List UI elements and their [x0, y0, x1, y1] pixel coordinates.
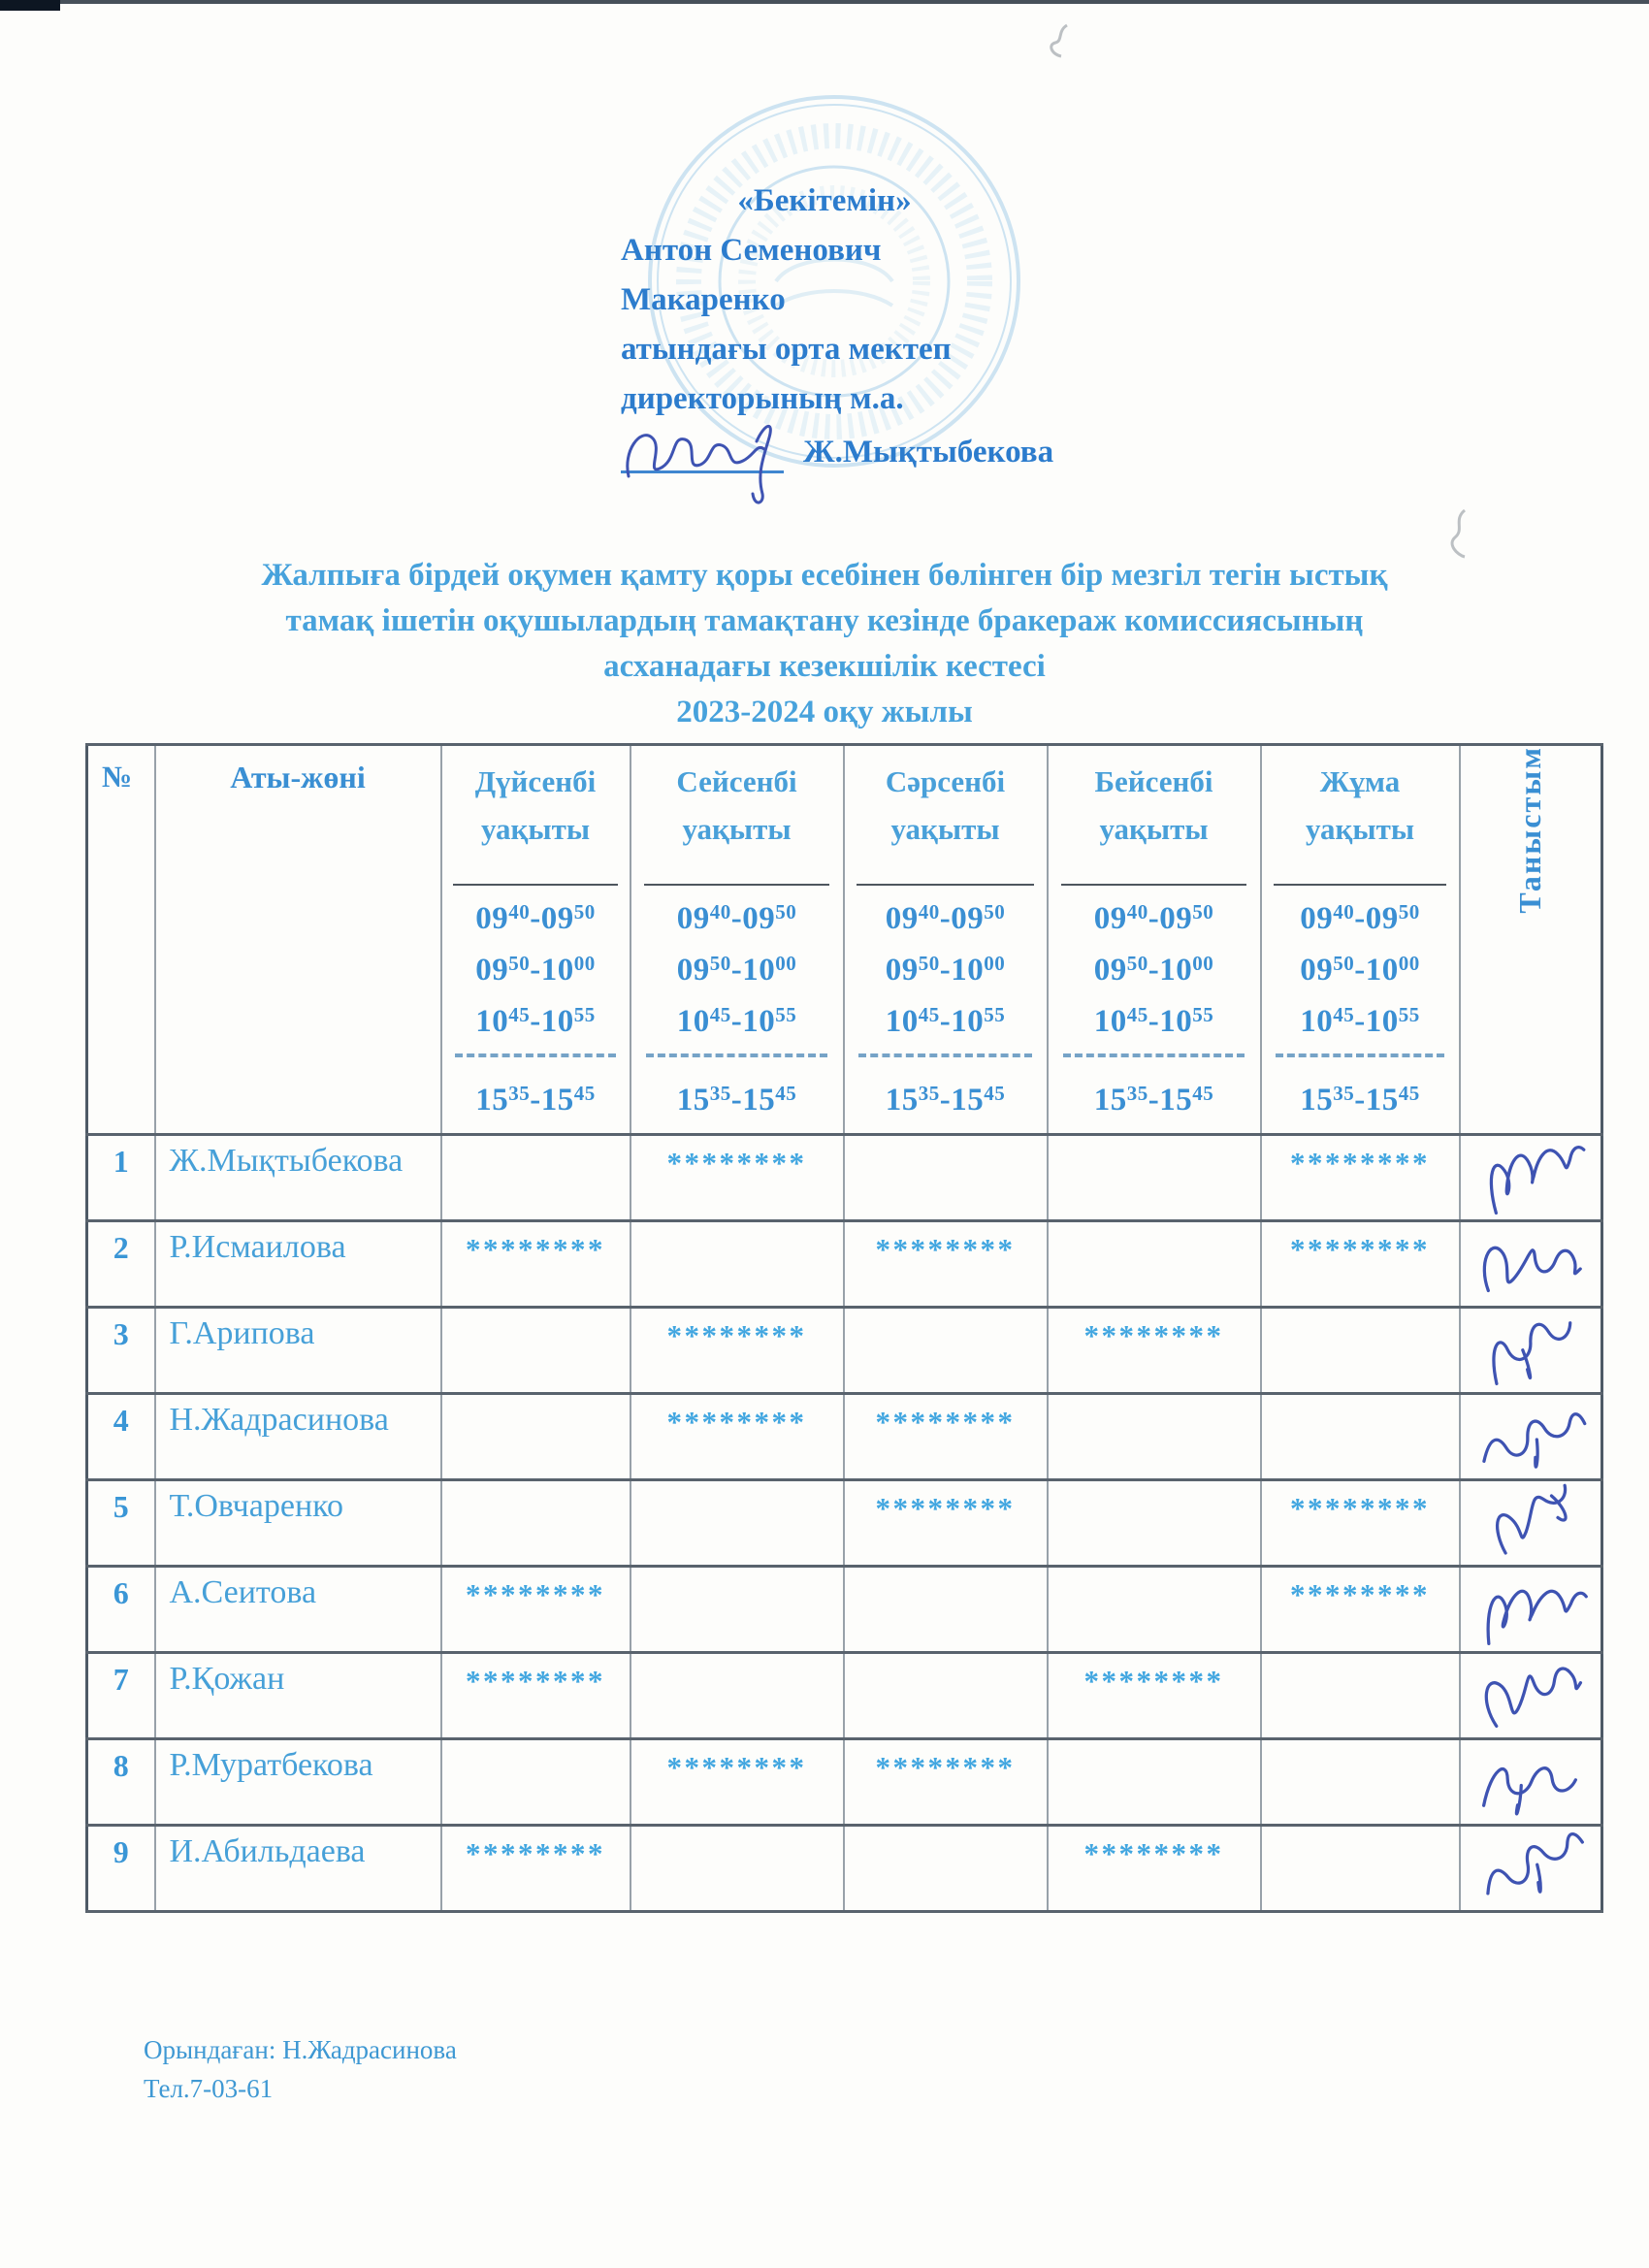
duty-mark-cell-day-3: [844, 1567, 1048, 1653]
duty-mark-cell-day-5: ********: [1261, 1480, 1460, 1567]
title-line-4: 2023-2024 оқу жылы: [676, 695, 973, 729]
document-footer: [144, 2030, 457, 2108]
signature-cell: [1460, 1739, 1602, 1826]
duty-mark-cell-day-2: ********: [630, 1308, 844, 1394]
duty-mark-cell-day-3: [844, 1135, 1048, 1221]
day-name-label: Сәрсенбі уақыты: [885, 764, 1006, 846]
time-slot-label: $10^{45}-10^{55}$: [475, 1003, 596, 1039]
school-name-line1: Антон Семенович Макаренко: [621, 233, 882, 317]
signature-cell: [1460, 1826, 1602, 1912]
teacher-name-cell: Т.Овчаренко: [155, 1480, 441, 1567]
time-slot-label: $10^{45}-10^{55}$: [676, 1003, 797, 1039]
table-row: [87, 1308, 1602, 1394]
row-number-cell: 5: [87, 1480, 155, 1567]
row-number-cell: 3: [87, 1308, 155, 1394]
duty-mark-cell-day-2: [630, 1826, 844, 1912]
duty-mark-cell-day-4: [1048, 1567, 1261, 1653]
duty-mark-cell-day-1: [441, 1480, 630, 1567]
time-slot-label: $09^{40}-09^{50}$: [1300, 900, 1420, 936]
table-row: [87, 1567, 1602, 1653]
duty-mark-cell-day-3: ********: [844, 1394, 1048, 1480]
table-row: [87, 1826, 1602, 1912]
duty-mark-cell-day-1: ********: [441, 1653, 630, 1739]
afternoon-time-slot-label: $15^{35}-15^{45}$: [475, 1082, 596, 1118]
title-line-3: асханадағы кезекшілік кестесі: [603, 649, 1046, 684]
duty-mark-cell-day-3: [844, 1653, 1048, 1739]
dashed-separator: [1276, 1053, 1445, 1057]
teacher-name-cell: И.Абильдаева: [155, 1826, 441, 1912]
day-name-label: Сейсенбі уақыты: [676, 764, 797, 846]
col-header-day-1: [441, 745, 630, 1135]
table-row: [87, 1221, 1602, 1308]
day-name-label: Бейсенбі уақыты: [1094, 764, 1213, 846]
day-name-label: Жұма уақыты: [1305, 764, 1415, 846]
duty-mark-cell-day-5: [1261, 1826, 1460, 1912]
col-header-name: Аты-жөні: [155, 745, 441, 1135]
executor-line: Орындаған: Н.Жадрасинова: [144, 2035, 457, 2064]
row-number-cell: 6: [87, 1567, 155, 1653]
title-line-1: Жалпыға бірдей оқумен қамту қоры есебінен бөлінген бір мезгіл тегін ыстық: [261, 558, 1388, 593]
teacher-name-cell: Р.Қожан: [155, 1653, 441, 1739]
time-slot-label: $09^{40}-09^{50}$: [885, 900, 1006, 936]
time-slot-label: $09^{50}-10^{00}$: [1300, 952, 1420, 988]
approval-word: «Бекітемін»: [737, 183, 912, 218]
col-header-day-3: [844, 745, 1048, 1135]
time-slot-label: $09^{40}-09^{50}$: [1093, 900, 1214, 936]
scan-speck-icon: [1038, 17, 1086, 66]
time-slot-label: $10^{45}-10^{55}$: [1300, 1003, 1420, 1039]
duty-mark-cell-day-5: [1261, 1653, 1460, 1739]
duty-mark-cell-day-2: [630, 1221, 844, 1308]
duty-mark-cell-day-1: [441, 1135, 630, 1221]
time-slot-label: $09^{40}-09^{50}$: [676, 900, 797, 936]
table-row: [87, 1739, 1602, 1826]
dashed-separator: [455, 1053, 616, 1057]
duty-mark-cell-day-3: ********: [844, 1480, 1048, 1567]
duty-mark-cell-day-5: ********: [1261, 1567, 1460, 1653]
duty-mark-cell-day-5: [1261, 1308, 1460, 1394]
duty-mark-cell-day-4: [1048, 1135, 1261, 1221]
teacher-name-cell: А.Сеитова: [155, 1567, 441, 1653]
duty-mark-cell-day-4: ********: [1048, 1653, 1261, 1739]
day-name-label: Дүйсенбі уақыты: [474, 764, 597, 846]
teacher-name-cell: Н.Жадрасинова: [155, 1394, 441, 1480]
duty-mark-cell-day-4: [1048, 1480, 1261, 1567]
director-title: директорының м.а.: [621, 381, 904, 416]
duty-mark-cell-day-1: ********: [441, 1567, 630, 1653]
row-number-cell: 1: [87, 1135, 155, 1221]
duty-mark-cell-day-4: ********: [1048, 1826, 1261, 1912]
duty-mark-cell-day-3: [844, 1308, 1048, 1394]
row-number-cell: 2: [87, 1221, 155, 1308]
afternoon-time-slot-label: $15^{35}-15^{45}$: [676, 1082, 797, 1118]
teacher-name-cell: Р.Исмаилова: [155, 1221, 441, 1308]
duty-mark-cell-day-1: [441, 1308, 630, 1394]
school-name-line2: атындағы орта мектеп: [621, 332, 952, 367]
duty-mark-cell-day-5: [1261, 1394, 1460, 1480]
approval-signature-line: [621, 428, 1054, 490]
col-header-day-5: [1261, 745, 1460, 1135]
table-row: [87, 1480, 1602, 1567]
row-number-cell: 9: [87, 1826, 155, 1912]
col-header-day-4: [1048, 745, 1261, 1135]
duty-mark-cell-day-2: ********: [630, 1394, 844, 1480]
table-row: [87, 1653, 1602, 1739]
time-slot-label: $10^{45}-10^{55}$: [1093, 1003, 1214, 1039]
schedule-table: [85, 743, 1603, 1913]
time-slot-label: $09^{40}-09^{50}$: [475, 900, 596, 936]
director-signature-ink: [611, 412, 815, 509]
time-slot-label: $10^{45}-10^{55}$: [885, 1003, 1006, 1039]
duty-mark-cell-day-2: ********: [630, 1135, 844, 1221]
approval-block: [621, 177, 1054, 490]
header-separator-line: [1274, 884, 1447, 886]
duty-mark-cell-day-4: [1048, 1221, 1261, 1308]
duty-mark-cell-day-1: [441, 1739, 630, 1826]
duty-mark-cell-day-2: [630, 1653, 844, 1739]
col-header-num: №: [87, 745, 155, 1135]
signature-cell: [1460, 1653, 1602, 1739]
time-slot-label: $09^{50}-10^{00}$: [1093, 952, 1214, 988]
time-slot-label: $09^{50}-10^{00}$: [885, 952, 1006, 988]
scan-artifact-bar: [0, 0, 60, 11]
duty-mark-cell-day-1: [441, 1394, 630, 1480]
afternoon-time-slot-label: $15^{35}-15^{45}$: [1093, 1082, 1214, 1118]
duty-mark-cell-day-3: ********: [844, 1221, 1048, 1308]
table-row: [87, 1394, 1602, 1480]
duty-mark-cell-day-5: ********: [1261, 1135, 1460, 1221]
duty-mark-cell-day-2: ********: [630, 1739, 844, 1826]
duty-mark-cell-day-1: ********: [441, 1221, 630, 1308]
duty-mark-cell-day-3: [844, 1826, 1048, 1912]
row-number-cell: 7: [87, 1653, 155, 1739]
duty-mark-cell-day-3: ********: [844, 1739, 1048, 1826]
header-separator-line: [857, 884, 1034, 886]
time-slot-label: $09^{50}-10^{00}$: [475, 952, 596, 988]
teacher-name-cell: Г.Арипова: [155, 1308, 441, 1394]
duty-mark-cell-day-4: [1048, 1394, 1261, 1480]
col-header-day-2: [630, 745, 844, 1135]
teacher-name-cell: Ж.Мықтыбекова: [155, 1135, 441, 1221]
col-header-acknowledged: [1460, 745, 1602, 1135]
dashed-separator: [646, 1053, 827, 1057]
phone-line: Тел.7-03-61: [144, 2074, 274, 2103]
acknowledged-label: Таныстым: [1512, 746, 1548, 914]
duty-schedule-table: [85, 743, 1603, 1913]
teacher-name-cell: Р.Муратбекова: [155, 1739, 441, 1826]
header-separator-line: [453, 884, 618, 886]
header-separator-line: [644, 884, 830, 886]
table-row: [87, 1135, 1602, 1221]
row-number-cell: 8: [87, 1739, 155, 1826]
title-line-2: тамақ ішетін оқушылардың тамақтану кезінде бракераж комиссиясының: [285, 603, 1364, 638]
signer-name: Ж.Мықтыбекова: [803, 435, 1054, 470]
duty-mark-cell-day-2: [630, 1567, 844, 1653]
afternoon-time-slot-label: $15^{35}-15^{45}$: [885, 1082, 1006, 1118]
afternoon-time-slot-label: $15^{35}-15^{45}$: [1300, 1082, 1420, 1118]
header-row: [87, 745, 1602, 1135]
duty-mark-cell-day-1: ********: [441, 1826, 630, 1912]
dashed-separator: [858, 1053, 1032, 1057]
duty-mark-cell-day-2: [630, 1480, 844, 1567]
document-title: [97, 553, 1552, 735]
row-number-cell: 4: [87, 1394, 155, 1480]
duty-mark-cell-day-4: ********: [1048, 1308, 1261, 1394]
dashed-separator: [1063, 1053, 1245, 1057]
duty-mark-cell-day-5: ********: [1261, 1221, 1460, 1308]
header-separator-line: [1061, 884, 1247, 886]
duty-mark-cell-day-5: [1261, 1739, 1460, 1826]
scan-artifact-line: [0, 0, 1649, 4]
time-slot-label: $09^{50}-10^{00}$: [676, 952, 797, 988]
duty-mark-cell-day-4: [1048, 1739, 1261, 1826]
